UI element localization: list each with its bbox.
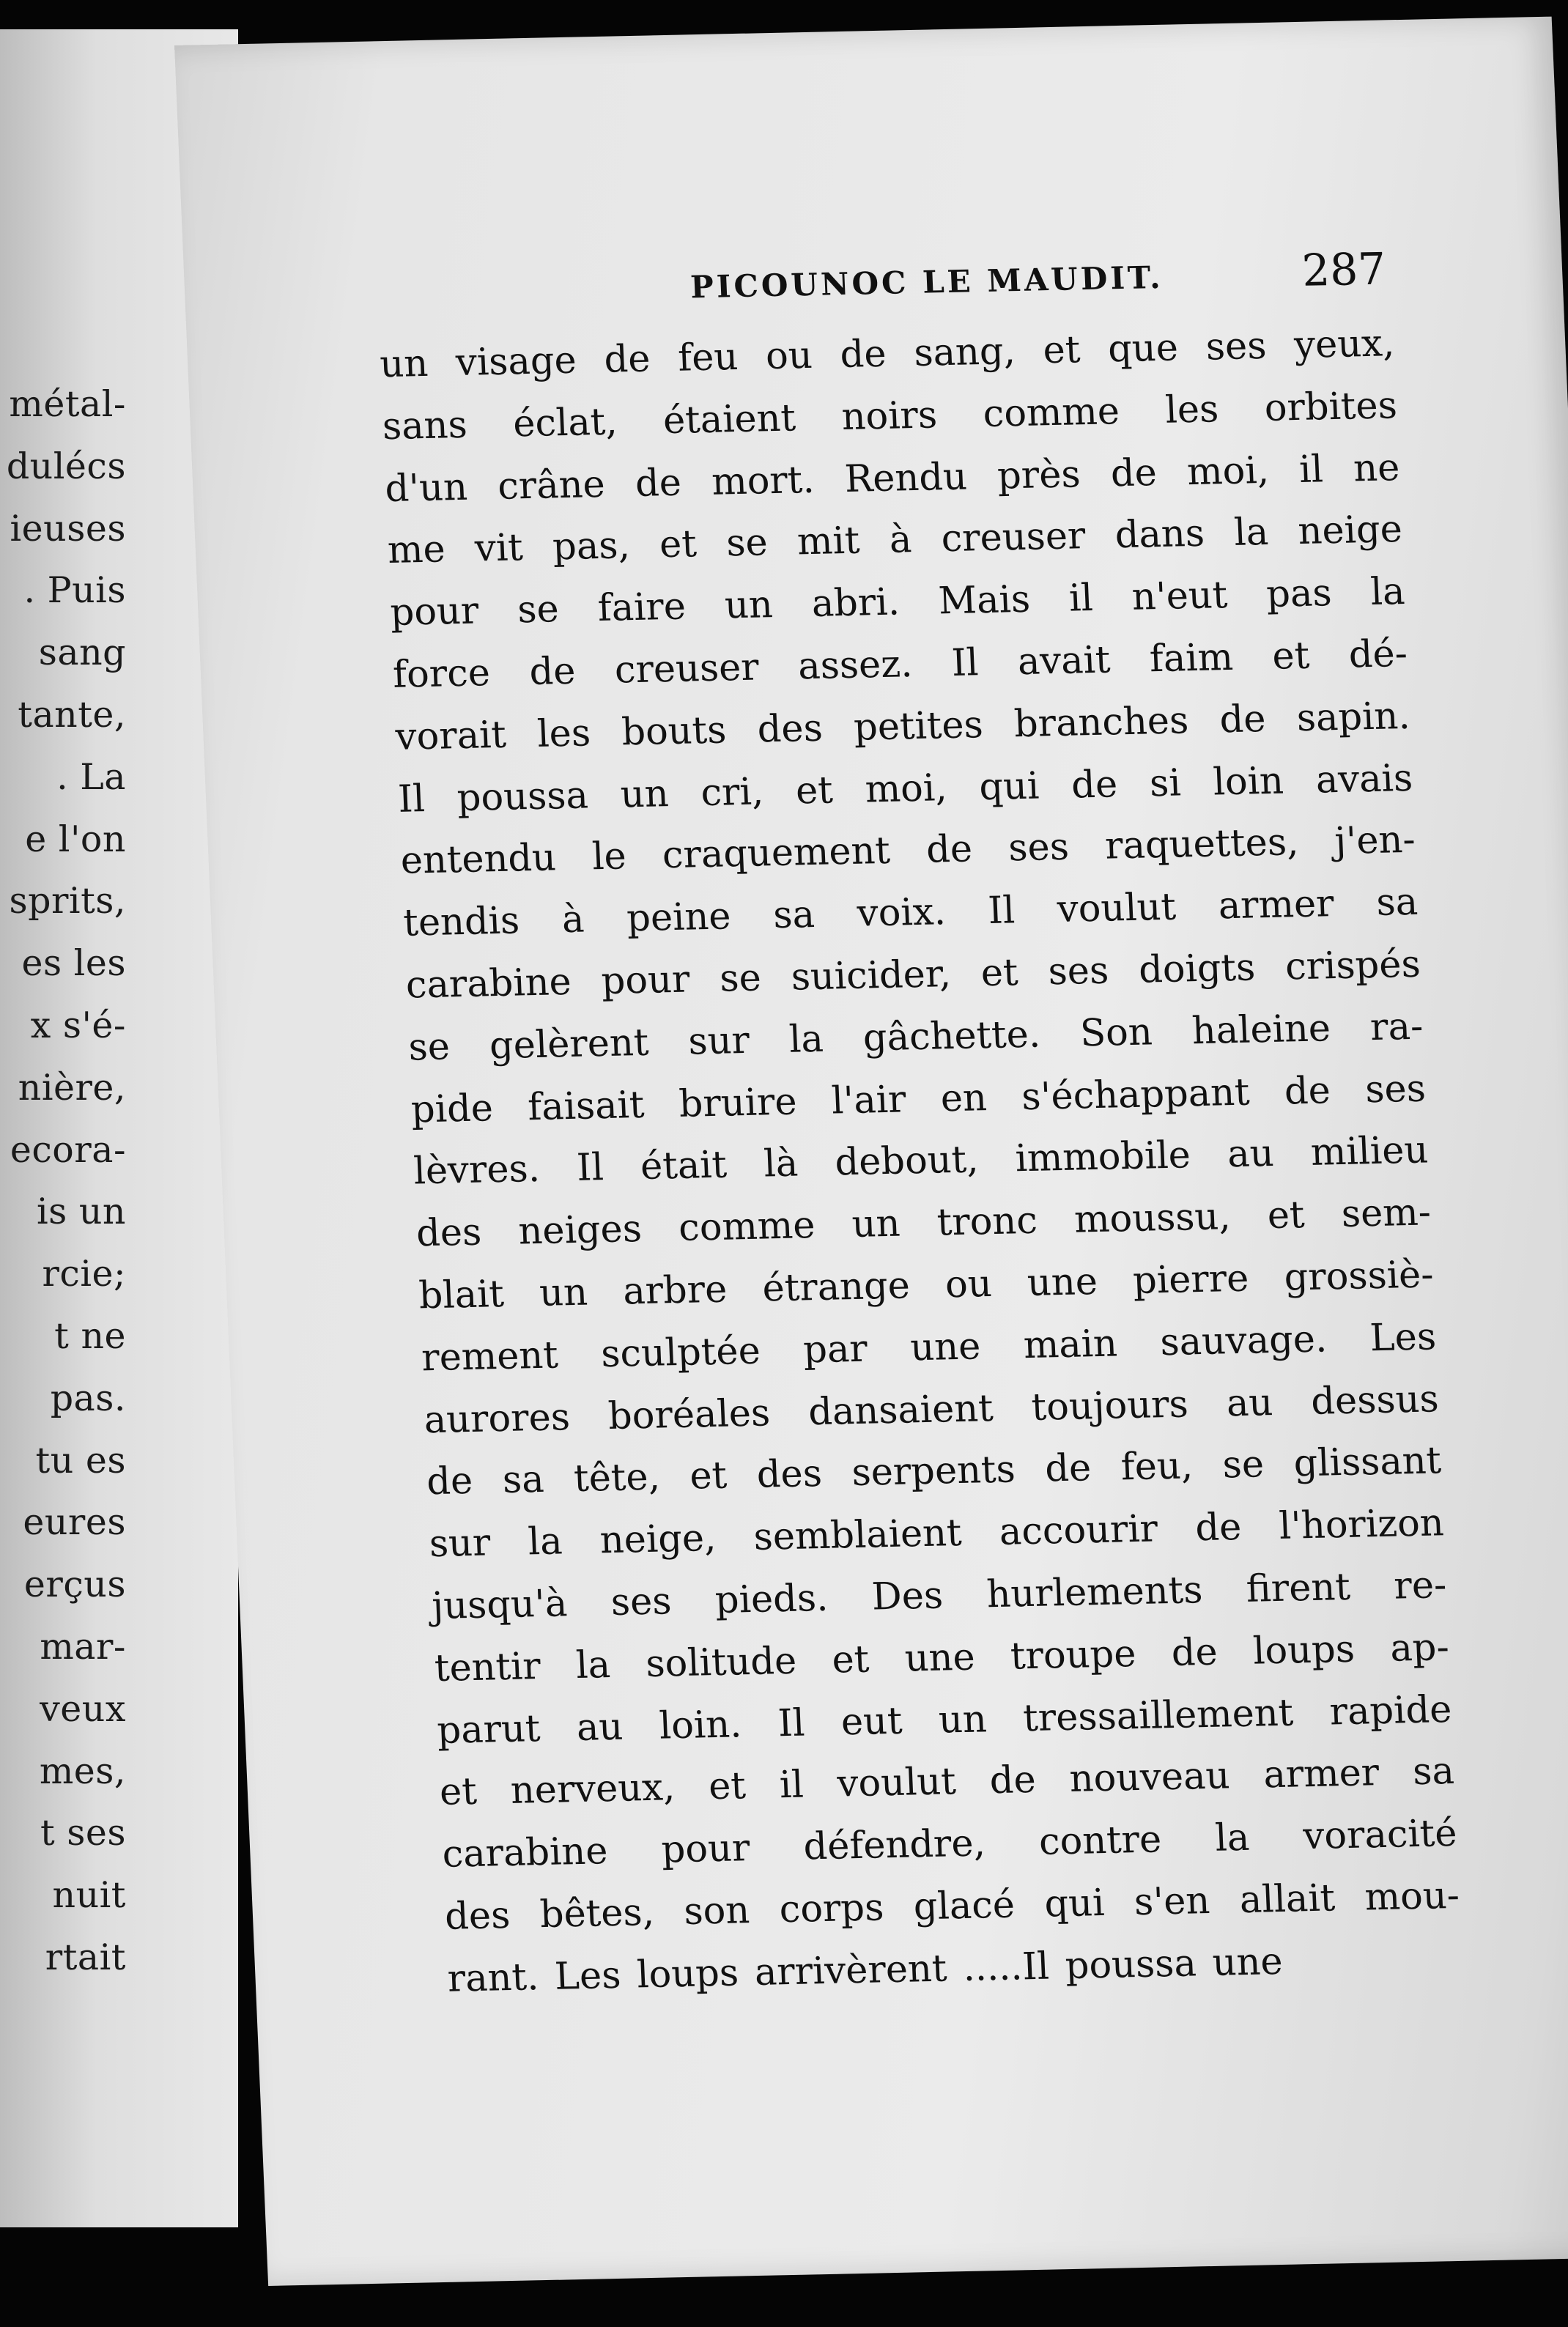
word: feu xyxy=(677,336,739,380)
word: glissant xyxy=(1293,1439,1443,1486)
word: boréales xyxy=(607,1391,772,1438)
word: sur xyxy=(687,1018,751,1064)
word: ne xyxy=(1352,445,1401,491)
word: Son xyxy=(1079,1010,1153,1056)
left-line: erçus xyxy=(23,1564,126,1606)
word: ou xyxy=(764,333,813,379)
word: la xyxy=(1369,570,1406,615)
word: éclat, xyxy=(512,400,618,446)
word: Il xyxy=(950,641,980,685)
word: et xyxy=(1266,1194,1306,1238)
word: bêtes, xyxy=(539,1890,655,1937)
word: petites xyxy=(852,703,984,750)
word: dé- xyxy=(1347,632,1409,677)
word: carabine xyxy=(404,960,572,1007)
word: et xyxy=(689,1454,728,1499)
word: crâne xyxy=(497,462,606,508)
word: sa xyxy=(772,893,816,938)
word: feu, xyxy=(1120,1444,1194,1490)
word: tête, xyxy=(572,1455,661,1501)
word: et xyxy=(658,522,698,567)
word: ou xyxy=(944,1262,993,1307)
word: craquement xyxy=(661,829,892,878)
word: orbites xyxy=(1263,383,1398,430)
word: tentir xyxy=(433,1644,541,1690)
word: pas xyxy=(1265,571,1333,617)
left-line: tu es xyxy=(35,1439,126,1481)
word: des xyxy=(755,1452,824,1498)
word: de xyxy=(1109,451,1158,495)
word: de xyxy=(1170,1630,1218,1675)
word: défendre, xyxy=(802,1821,986,1869)
word: sculptée xyxy=(600,1329,761,1376)
word: Il xyxy=(777,1701,806,1745)
word: neige, xyxy=(599,1517,717,1563)
word: voracité xyxy=(1302,1812,1458,1859)
word: poussa xyxy=(1064,1942,1197,1988)
word: il xyxy=(778,1763,805,1808)
word: sa xyxy=(1375,880,1419,925)
word: rapide xyxy=(1328,1687,1453,1734)
word: que xyxy=(1106,326,1180,371)
word: sapin. xyxy=(1295,694,1411,740)
word: rement xyxy=(421,1333,559,1380)
word: des xyxy=(415,1210,483,1256)
left-line: t ne xyxy=(54,1314,126,1357)
left-line: is un xyxy=(36,1191,126,1233)
word: faire xyxy=(596,585,687,631)
word: ses xyxy=(1205,324,1268,369)
word: et xyxy=(707,1764,747,1809)
word: et xyxy=(1042,328,1081,373)
word: l'horizon xyxy=(1278,1501,1445,1548)
word: creuser xyxy=(613,645,760,692)
word: un xyxy=(619,772,670,817)
word: arbre xyxy=(622,1268,728,1314)
page-number: 287 xyxy=(1301,243,1387,297)
left-line: es les xyxy=(21,942,126,985)
left-line: sang xyxy=(38,632,126,674)
word: et xyxy=(980,951,1019,996)
word: moi, xyxy=(864,766,948,812)
word: la xyxy=(527,1520,563,1564)
left-line: dulécs xyxy=(6,445,126,487)
word: sans xyxy=(381,403,468,448)
word: Les xyxy=(1369,1315,1438,1360)
word: ses xyxy=(610,1580,673,1624)
word: voix. xyxy=(856,890,947,936)
word: suicider, xyxy=(790,952,952,999)
word: yeux, xyxy=(1293,322,1396,368)
word: sem- xyxy=(1340,1191,1432,1237)
word: gâchette. xyxy=(862,1013,1042,1060)
word: tronc xyxy=(936,1199,1039,1245)
word: et xyxy=(438,1770,478,1815)
word: troupe xyxy=(1009,1632,1137,1679)
left-line: métal- xyxy=(9,383,126,425)
left-line: eures xyxy=(23,1501,126,1544)
word: armer xyxy=(1262,1751,1380,1797)
word: sauvage. xyxy=(1159,1317,1328,1364)
word: de xyxy=(634,461,683,506)
word: là xyxy=(763,1142,799,1186)
left-page-text xyxy=(7,374,126,1989)
word: re- xyxy=(1393,1564,1448,1608)
word: au xyxy=(1225,1380,1274,1425)
word: de xyxy=(603,337,651,382)
word: en xyxy=(939,1076,988,1120)
left-line: nuit xyxy=(52,1874,126,1917)
word: de xyxy=(1070,762,1119,807)
word: armer xyxy=(1217,882,1335,928)
word: qui xyxy=(1043,1881,1106,1926)
word: aurores xyxy=(423,1395,572,1442)
word: Mais xyxy=(937,577,1032,624)
word: gelèrent xyxy=(488,1021,650,1068)
word: cri, xyxy=(700,769,765,815)
word: moi, xyxy=(1186,448,1270,494)
word: sa xyxy=(1411,1750,1455,1794)
word: voulut xyxy=(1056,885,1177,932)
word: un xyxy=(538,1270,589,1315)
word: étrange xyxy=(761,1264,911,1311)
word: jusqu'à xyxy=(431,1582,569,1629)
word: et xyxy=(831,1638,870,1682)
word: comme xyxy=(677,1204,816,1251)
word: au xyxy=(575,1705,624,1750)
word: loin xyxy=(1212,759,1285,804)
word: pierre xyxy=(1131,1257,1250,1303)
word: ses xyxy=(1364,1067,1427,1111)
word: à xyxy=(888,518,913,563)
word: neige xyxy=(1297,508,1403,554)
word: grossiè- xyxy=(1283,1253,1435,1300)
left-line: pas. xyxy=(50,1377,126,1419)
word: se xyxy=(517,588,560,632)
word: était xyxy=(639,1143,728,1189)
left-line: . La xyxy=(56,755,126,798)
word: se xyxy=(719,956,762,1001)
word: Les xyxy=(553,1953,622,1999)
word: semblaient xyxy=(752,1512,963,1560)
word: des xyxy=(756,706,824,752)
page-body-text xyxy=(379,313,1464,2010)
word: arrivèrent xyxy=(753,1947,948,1994)
left-line: mes, xyxy=(39,1750,126,1792)
word: les xyxy=(536,711,592,756)
word: et xyxy=(794,768,834,813)
left-line: nière, xyxy=(18,1066,126,1109)
word: dans xyxy=(1114,512,1206,558)
word: mou- xyxy=(1364,1873,1461,1920)
word: hurlements xyxy=(985,1569,1204,1617)
word: loin. xyxy=(658,1702,743,1748)
word: rant. xyxy=(446,1955,540,2001)
word: pide xyxy=(410,1086,495,1132)
word: un xyxy=(937,1697,988,1742)
word: crispés xyxy=(1284,942,1421,989)
word: s'en xyxy=(1133,1879,1211,1925)
right-page xyxy=(174,17,1568,2286)
word: une xyxy=(903,1635,976,1681)
word: ses xyxy=(1007,826,1070,870)
word: faisait xyxy=(527,1083,646,1129)
word: de xyxy=(426,1460,474,1504)
word: vorait xyxy=(394,713,508,759)
word: eut xyxy=(840,1699,903,1744)
word: son xyxy=(683,1889,751,1934)
word: dansaient xyxy=(807,1386,994,1434)
left-line: tante, xyxy=(18,693,126,736)
word: Rendu xyxy=(843,455,968,501)
word: entendu xyxy=(399,836,558,884)
word: la xyxy=(788,1017,824,1062)
word: bruire xyxy=(678,1080,798,1126)
word: sa xyxy=(501,1458,545,1503)
word: accourir xyxy=(998,1507,1159,1554)
word: de xyxy=(839,332,887,377)
word: un xyxy=(851,1202,901,1247)
word: peine xyxy=(626,895,732,941)
word: une xyxy=(909,1325,982,1370)
word: moussu, xyxy=(1073,1195,1232,1242)
word: au xyxy=(1227,1132,1275,1177)
left-line: rtait xyxy=(45,1936,126,1978)
word: il xyxy=(1298,447,1324,492)
left-line: rcie; xyxy=(42,1253,126,1295)
word: de xyxy=(925,827,974,873)
word: voulut xyxy=(836,1760,957,1806)
word: pour xyxy=(389,589,480,635)
word: pour xyxy=(660,1827,751,1872)
word: s'échappant xyxy=(1021,1070,1251,1119)
word: de xyxy=(1044,1446,1092,1491)
left-line: ieuses xyxy=(10,507,126,550)
word: comme xyxy=(982,389,1121,436)
word: me xyxy=(386,528,446,573)
word: loups xyxy=(636,1951,740,1997)
word: tendis xyxy=(402,899,521,945)
left-line: mar- xyxy=(40,1625,126,1668)
word: lèvres. xyxy=(413,1147,541,1194)
word: Il xyxy=(987,889,1016,933)
word: étaient xyxy=(662,396,797,443)
word: nouveau xyxy=(1068,1754,1231,1802)
word: pour xyxy=(600,958,691,1004)
word: pas, xyxy=(551,524,631,569)
left-line: e l'on xyxy=(25,818,126,860)
word: avait xyxy=(1016,638,1112,684)
word: la xyxy=(1233,511,1270,555)
word: main xyxy=(1022,1322,1119,1367)
word: bouts xyxy=(621,709,728,755)
word: milieu xyxy=(1309,1128,1430,1175)
word: ap- xyxy=(1389,1625,1450,1671)
word: noirs xyxy=(840,393,939,439)
word: j'en- xyxy=(1334,818,1416,864)
word: abri. xyxy=(810,580,901,626)
word: des xyxy=(443,1893,511,1939)
word: d'un xyxy=(384,465,469,511)
word: à xyxy=(561,898,585,942)
word: corps xyxy=(778,1886,885,1932)
word: avais xyxy=(1314,756,1414,802)
word: Il xyxy=(576,1146,604,1191)
word: de xyxy=(1283,1068,1331,1114)
word: près xyxy=(996,452,1081,498)
left-line: . Puis xyxy=(23,569,126,612)
word: sur xyxy=(428,1521,492,1566)
word: firent xyxy=(1245,1565,1351,1611)
word: et xyxy=(1271,634,1311,678)
word: parut xyxy=(436,1706,541,1753)
word: la xyxy=(574,1643,612,1687)
word: le xyxy=(591,835,627,879)
left-line: ecora- xyxy=(10,1128,126,1171)
word: .....Il xyxy=(962,1945,1050,1990)
word: debout, xyxy=(834,1138,980,1185)
word: un xyxy=(723,583,774,628)
word: poussa xyxy=(456,773,589,820)
word: Des xyxy=(870,1574,944,1619)
word: toujours xyxy=(1030,1382,1189,1429)
left-line: t ses xyxy=(40,1812,126,1854)
word: mit xyxy=(796,519,861,564)
word: une xyxy=(1026,1259,1099,1305)
word: serpents xyxy=(851,1448,1016,1495)
word: doigts xyxy=(1137,946,1257,992)
word: tressaillement xyxy=(1022,1691,1295,1740)
word: blait xyxy=(418,1272,506,1318)
word: de xyxy=(1218,697,1267,742)
word: de xyxy=(1194,1506,1243,1550)
word: les xyxy=(1164,388,1220,432)
word: creuser xyxy=(940,514,1087,561)
running-head: PICOUNOC LE MAUDIT. xyxy=(689,259,1164,306)
word: glacé xyxy=(912,1883,1016,1929)
left-line: sprits, xyxy=(9,880,126,922)
word: se xyxy=(1221,1443,1265,1487)
word: raquettes, xyxy=(1103,821,1300,868)
word: allait xyxy=(1238,1876,1336,1923)
word: solitude xyxy=(645,1639,798,1686)
word: Il xyxy=(397,777,426,821)
word: il xyxy=(1068,577,1094,621)
word: se xyxy=(725,521,769,566)
word: haleine xyxy=(1191,1007,1332,1053)
left-line: veux xyxy=(40,1687,126,1730)
word: contre xyxy=(1038,1818,1163,1864)
word: faim xyxy=(1148,635,1235,681)
word: une xyxy=(1211,1939,1284,1985)
word: carabine xyxy=(441,1830,609,1876)
word: l'air xyxy=(830,1077,907,1123)
word: sang, xyxy=(913,330,1016,375)
word: la xyxy=(1214,1816,1251,1860)
word: un xyxy=(379,341,429,387)
word: ses xyxy=(1047,949,1110,994)
word: branches xyxy=(1013,699,1190,746)
word: de xyxy=(988,1758,1037,1803)
word: vit xyxy=(473,526,524,571)
word: visage xyxy=(454,338,577,385)
word: force xyxy=(391,651,492,697)
word: assez. xyxy=(796,643,914,689)
word: se xyxy=(407,1025,451,1070)
word: si xyxy=(1148,761,1182,805)
word: dessus xyxy=(1310,1377,1440,1424)
word: qui xyxy=(978,764,1040,809)
word: neiges xyxy=(517,1207,643,1254)
left-line: x s'é- xyxy=(30,1004,126,1046)
word: nerveux, xyxy=(509,1766,676,1813)
word: immobile xyxy=(1014,1133,1192,1181)
word: mort. xyxy=(711,458,816,504)
word: par xyxy=(802,1327,868,1372)
word: ra- xyxy=(1369,1005,1424,1049)
word: pieds. xyxy=(714,1576,829,1622)
word: de xyxy=(528,649,577,695)
word: n'eut xyxy=(1131,574,1229,619)
word: loups xyxy=(1251,1627,1356,1673)
